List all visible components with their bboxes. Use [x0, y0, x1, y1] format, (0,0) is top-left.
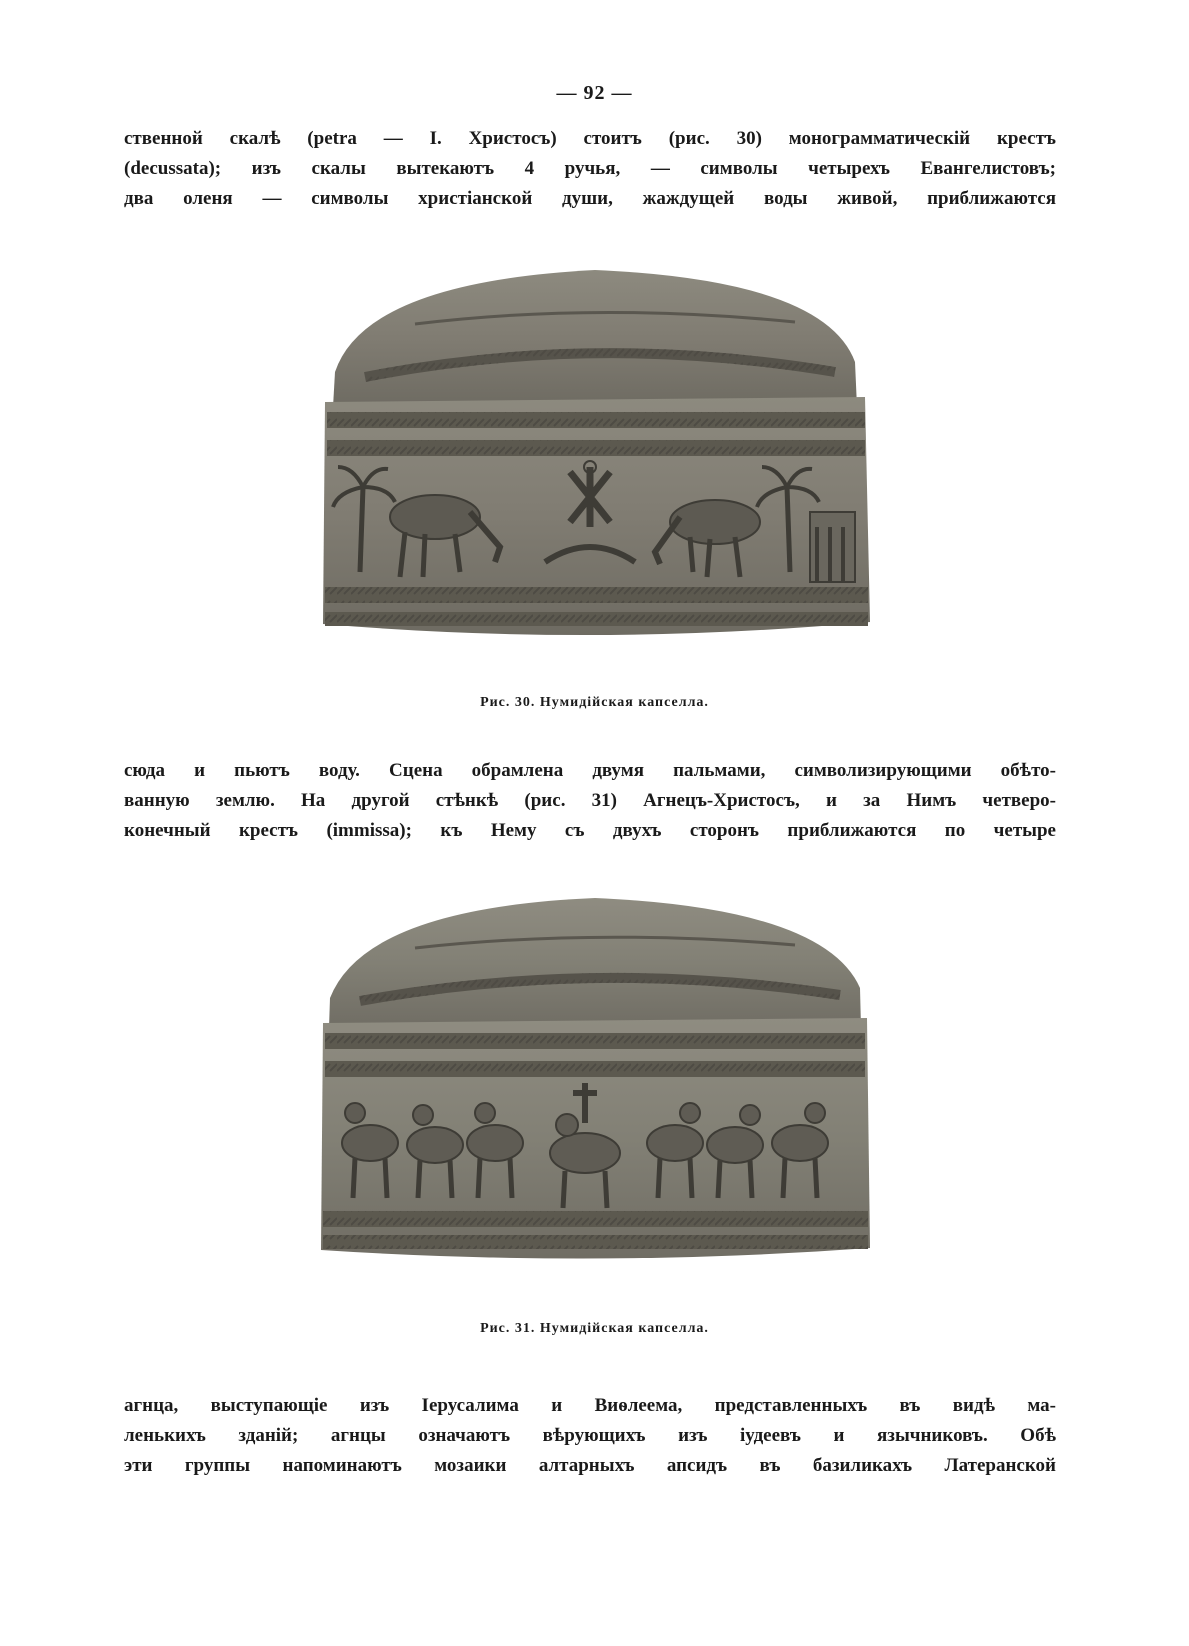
paragraph-line: (decussata); изъ скалы вытекаютъ 4 ручья, — символы четырехъ Евангелистовъ; — [124, 158, 1056, 179]
capsella-photo-1 — [295, 262, 895, 672]
paragraph-line: конечный крестъ (immissa); къ Нему съ двухъ сторонъ приближаются по четыре — [124, 820, 1056, 841]
figure-31-caption: Рис. 31. Нумидійская капселла. — [480, 1321, 709, 1336]
figure-31-image — [0, 893, 1189, 1293]
figure-30-caption: Рис. 30. Нумидійская капселла. — [480, 695, 709, 710]
paragraph-1 — [124, 124, 1056, 214]
paragraph-line: ственной скалѣ (petra — І. Христосъ) стоитъ (рис. 30) монограмматическій крестъ — [124, 128, 1056, 149]
figure-30-image — [0, 262, 1189, 672]
paragraph-line: два оленя — символы христіанской души, жаждущей воды живой, приближаются — [124, 188, 1056, 209]
page-number: — 92 — — [556, 82, 633, 104]
paragraph-line: агнца, выступающіе изъ Іерусалима и Виѳлеема, представленныхъ въ видѣ ма- — [124, 1395, 1056, 1416]
capsella-photo-2 — [295, 893, 895, 1293]
paragraph-3 — [124, 1391, 1056, 1481]
paragraph-line: сюда и пьютъ воду. Сцена обрамлена двумя пальмами, символизирующими обѣто- — [124, 760, 1056, 781]
paragraph-line: ленькихъ зданій; агнцы означаютъ вѣрующихъ изъ іудеевъ и язычниковъ. Обѣ — [124, 1425, 1056, 1446]
paragraph-line: эти группы напоминаютъ мозаики алтарныхъ апсидъ въ базиликахъ Латеранской — [124, 1455, 1056, 1476]
paragraph-2 — [124, 756, 1056, 846]
paragraph-line: ванную землю. На другой стѣнкѣ (рис. 31) Агнецъ-Христосъ, и за Нимъ четверо- — [124, 790, 1056, 811]
